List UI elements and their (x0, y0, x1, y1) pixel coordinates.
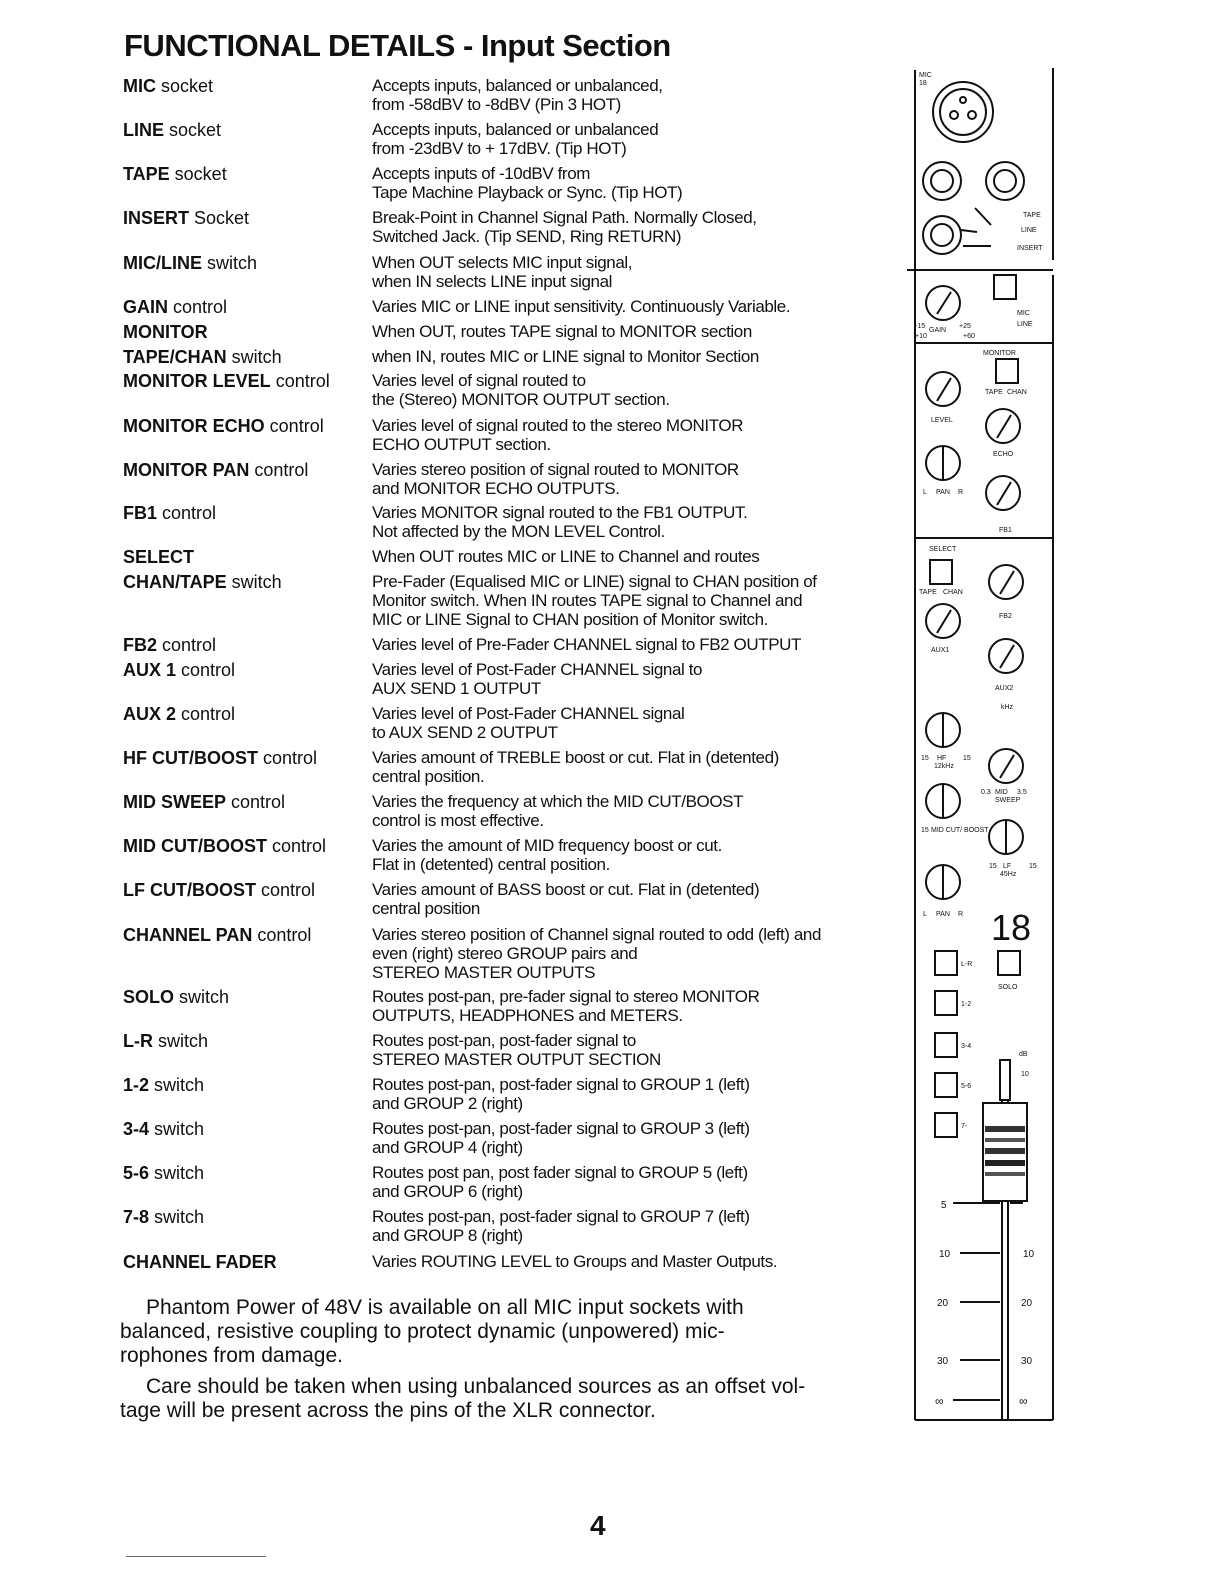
control-name: MONITOR (123, 322, 208, 342)
fb2-knob-icon (989, 565, 1023, 599)
label-select: SELECT (929, 546, 957, 553)
label-chan-switch: CHAN (1007, 389, 1027, 396)
solo-switch-icon (998, 951, 1020, 975)
control-name: MONITOR PAN control (123, 460, 309, 480)
control-name: LINE socket (123, 120, 222, 140)
control-description: Varies ROUTING LEVEL to Groups and Master Outputs. (372, 1252, 778, 1271)
scale-label-20-left: 20 (937, 1298, 949, 1309)
label-tape-switch: TAPE (985, 389, 1003, 396)
label-hf-freq: 12kHz (934, 763, 954, 770)
mid-sweep-knob-icon (989, 749, 1023, 783)
label-level: LEVEL (931, 417, 953, 424)
control-description: Accepts inputs, balanced or unbalanced, from -58dBV to -8dBV (Pin 3 HOT) (372, 76, 663, 114)
control-name: MIC socket (123, 76, 214, 96)
control-name: CHANNEL FADER (123, 1252, 277, 1272)
fader-knob-icon (983, 1103, 1027, 1201)
label-gain-min: -15 (915, 323, 926, 330)
label-channel-pan-l: L (923, 911, 927, 918)
label-gain: GAIN (929, 327, 947, 334)
scale-label-30-right: 30 (1021, 1356, 1033, 1367)
control-name: GAIN control (123, 297, 228, 317)
label-fb1: FB1 (999, 527, 1012, 534)
control-name: MID CUT/BOOST control (123, 836, 327, 856)
control-description: Routes post-pan, post-fader signal to GROUP 1 (left) and GROUP 2 (right) (372, 1075, 750, 1113)
control-description: Varies stereo position of Channel signal routed to odd (left) and even (right) stereo GROUP pairs and STEREO MASTER OUTPUTS (372, 925, 822, 982)
label-channel-small: 18 (919, 80, 927, 87)
control-name: FB2 control (123, 635, 217, 655)
label-mic: MIC (919, 72, 932, 79)
control-name: INSERT Socket (123, 208, 250, 228)
label-34: 3-4 (961, 1043, 972, 1050)
control-description: Accepts inputs, balanced or unbalanced from -23dBV to + 17dBV. (Tip HOT) (372, 120, 659, 158)
monitor-level-knob-icon (926, 372, 960, 406)
control-name: LF CUT/BOOST control (123, 880, 316, 900)
label-sweep: SWEEP (995, 797, 1021, 804)
label-pan-l: L (923, 489, 927, 496)
control-description: Varies level of signal routed to the stereo MONITOR ECHO OUTPUT section. (372, 416, 744, 454)
label-lf-max: 15 (1029, 863, 1037, 870)
scale-label-30-left: 30 (937, 1356, 949, 1367)
control-description: Routes post pan, post fader signal to GROUP 5 (left) and GROUP 6 (right) (372, 1163, 748, 1201)
label-sweep-min: 0.3 (981, 789, 991, 796)
control-name: CHANNEL PAN control (123, 925, 312, 945)
control-description: Varies level of Pre-Fader CHANNEL signal to FB2 OUTPUT (372, 635, 802, 654)
monitor-echo-knob-icon (986, 409, 1020, 443)
control-name: HF CUT/BOOST control (123, 748, 318, 768)
label-db: dB (1019, 1051, 1028, 1058)
control-description: Routes post-pan, post-fader signal to GROUP 7 (left) and GROUP 8 (right) (372, 1207, 750, 1245)
control-description: Varies level of Post-Fader CHANNEL signal to AUX SEND 2 OUTPUT (372, 704, 685, 742)
jack-socket-icon (923, 216, 961, 254)
control-description: Varies the frequency at which the MID CUT/BOOST control is most effective. (372, 792, 744, 830)
control-name: SOLO switch (123, 987, 230, 1007)
label-hf: HF (937, 755, 947, 762)
label-line: LINE (1021, 227, 1037, 234)
label-gain-min2: +10 (915, 333, 927, 340)
scale-label-inf-right: ∞ (1019, 1394, 1028, 1408)
label-56: 5-6 (961, 1083, 972, 1090)
label-tape: TAPE (1023, 212, 1041, 219)
label-78: 7- (961, 1123, 968, 1130)
group78-switch-icon (935, 1113, 957, 1137)
scale-label-5: 5 (941, 1200, 947, 1211)
label-solo: SOLO (998, 984, 1018, 991)
label-hf-max: 15 (963, 755, 971, 762)
phantom-power-paragraph: Phantom Power of 48V is available on all MIC input sockets with balanced, resistive coupling to protect dynamic (unpowered) mic- rophones from damage. (120, 1296, 744, 1367)
control-name: AUX 2 control (123, 704, 236, 724)
control-name: 1-2 switch (123, 1075, 205, 1095)
label-monitor: MONITOR (983, 350, 1016, 357)
control-name: L-R switch (123, 1031, 209, 1051)
xlr-socket-icon (933, 82, 993, 142)
control-description: Routes post-pan, post-fader signal to STEREO MASTER OUTPUT SECTION (372, 1031, 661, 1069)
label-lf: LF (1003, 863, 1012, 870)
control-name: SELECT (123, 547, 195, 567)
label-echo: ECHO (993, 451, 1014, 458)
control-name: TAPE socket (123, 164, 227, 184)
label-hf-min: 15 (921, 755, 929, 762)
control-description: Varies amount of BASS boost or cut. Flat in (detented) central position (372, 880, 760, 918)
control-description: When OUT selects MIC input signal, when IN selects LINE input signal (372, 253, 633, 291)
jack-socket-icon (923, 162, 961, 200)
label-mic-switch: MIC (1017, 310, 1030, 317)
label-gain-max2: +60 (963, 333, 975, 340)
scale-label-10-top: 10 (1021, 1071, 1029, 1078)
control-description: Varies the amount of MID frequency boost or cut. Flat in (detented) central position. (372, 836, 722, 874)
control-name: CHAN/TAPE switch (123, 572, 282, 592)
footer-rule (126, 1556, 266, 1557)
label-mid: MID (995, 789, 1008, 796)
scale-label-10-right: 10 (1023, 1249, 1035, 1260)
mic-line-switch-icon (994, 275, 1016, 299)
control-name: MID SWEEP control (123, 792, 286, 812)
label-line-switch: LINE (1017, 321, 1033, 328)
label-pan: PAN (936, 489, 950, 496)
control-description: Routes post-pan, post-fader signal to GROUP 3 (left) and GROUP 4 (right) (372, 1119, 750, 1157)
aux1-knob-icon (926, 604, 960, 638)
scale-label-inf-left: ∞ (935, 1394, 944, 1408)
label-aux2: AUX2 (995, 685, 1014, 692)
control-description: Varies amount of TREBLE boost or cut. Flat in (detented) central position. (372, 748, 779, 786)
label-mid-cut-boost: MID CUT/ BOOST (931, 827, 989, 834)
control-name: MIC/LINE switch (123, 253, 258, 273)
label-aux1: AUX1 (931, 647, 950, 654)
channel-number: 18 (991, 907, 1032, 948)
label-lf-freq: 45Hz (1000, 871, 1017, 878)
control-name: MONITOR LEVEL control (123, 371, 330, 391)
page-number: 4 (590, 1510, 606, 1541)
channel-strip-diagram (905, 60, 1063, 1430)
lr-switch-icon (935, 951, 957, 975)
fb1-knob-icon (986, 476, 1020, 510)
label-12: 1-2 (961, 1001, 972, 1008)
control-description: Varies stereo position of signal routed to MONITOR and MONITOR ECHO OUTPUTS. (372, 460, 739, 498)
control-description: when IN, routes MIC or LINE signal to Monitor Section (372, 347, 759, 366)
control-name: FB1 control (123, 503, 217, 523)
control-name: TAPE/CHAN switch (123, 347, 282, 367)
control-name: 7-8 switch (123, 1207, 205, 1227)
control-description: Varies level of signal routed to the (Stereo) MONITOR OUTPUT section. (372, 371, 670, 409)
control-description: Break-Point in Channel Signal Path. Normally Closed, Switched Jack. (Tip SEND, Ring RETURN) (372, 208, 757, 246)
label-channel-pan-r: R (958, 911, 964, 918)
control-name: AUX 1 control (123, 660, 236, 680)
control-description: Varies MONITOR signal routed to the FB1 OUTPUT. Not affected by the MON LEVEL Control. (372, 503, 748, 541)
control-name: 5-6 switch (123, 1163, 205, 1183)
control-description: When OUT, routes TAPE signal to MONITOR section (372, 322, 752, 341)
control-description: Varies MIC or LINE input sensitivity. Continuously Variable. (372, 297, 791, 316)
label-khz: kHz (1001, 704, 1014, 711)
label-pan-r: R (958, 489, 964, 496)
label-gain-max: +25 (959, 323, 971, 330)
group56-switch-icon (935, 1073, 957, 1097)
scale-label-20-right: 20 (1021, 1298, 1033, 1309)
label-lr: L-R (961, 961, 973, 968)
group12-switch-icon (935, 991, 957, 1015)
control-description: Routes post-pan, pre-fader signal to stereo MONITOR OUTPUTS, HEADPHONES and METERS. (372, 987, 760, 1025)
jack-socket-icon (986, 162, 1024, 200)
label-channel-pan: PAN (936, 911, 950, 918)
label-select-chan: CHAN (943, 589, 963, 596)
control-description: Accepts inputs of -10dBV from Tape Machine Playback or Sync. (Tip HOT) (372, 164, 683, 202)
control-description: When OUT routes MIC or LINE to Channel and routes (372, 547, 760, 566)
unbalanced-warning-paragraph: Care should be taken when using unbalanced sources as an offset vol- tage will be present across the pins of the XLR connector. (120, 1375, 806, 1422)
label-mid-min: 15 (921, 827, 929, 834)
control-description: Pre-Fader (Equalised MIC or LINE) signal to CHAN position of Monitor switch. When IN routes TAPE signal to Channel and MIC or LINE Signal to CHAN position of Monitor switch. (372, 572, 817, 629)
aux2-knob-icon (989, 639, 1023, 673)
control-name: MONITOR ECHO control (123, 416, 324, 436)
label-sweep-max: 3.5 (1017, 789, 1027, 796)
select-switch-icon (930, 560, 952, 584)
channel-strip-svg (905, 60, 1063, 1430)
control-name: 3-4 switch (123, 1119, 205, 1139)
page-title: FUNCTIONAL DETAILS - Input Section (124, 28, 671, 63)
label-lf-min: 15 (989, 863, 997, 870)
xlr-socket-inner (940, 89, 986, 135)
control-description: Varies level of Post-Fader CHANNEL signal to AUX SEND 1 OUTPUT (372, 660, 703, 698)
group34-switch-icon (935, 1033, 957, 1057)
label-fb2: FB2 (999, 613, 1012, 620)
monitor-switch-icon (996, 359, 1018, 383)
label-select-tape: TAPE (919, 589, 937, 596)
scale-label-10-left: 10 (939, 1249, 951, 1260)
label-insert: INSERT (1017, 245, 1043, 252)
